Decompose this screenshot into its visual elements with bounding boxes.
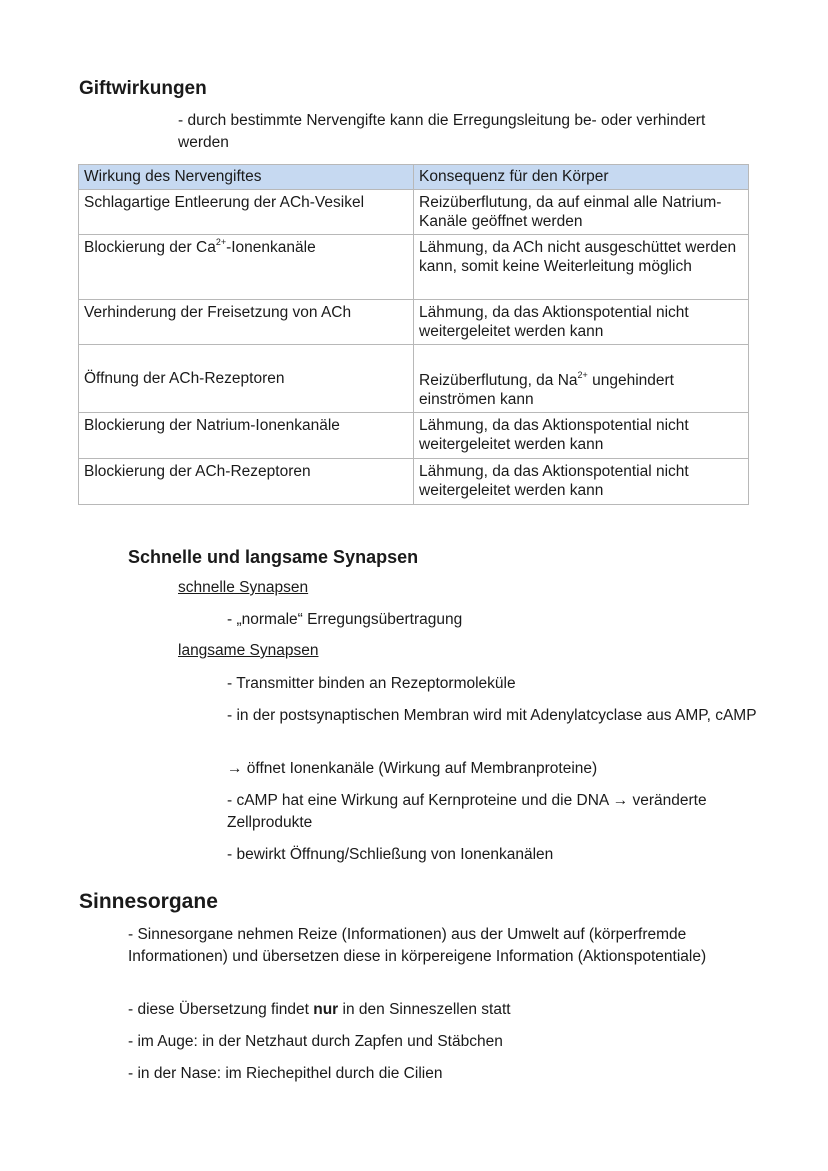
list-item: → öffnet Ionenkanäle (Wirkung auf Membranproteine) [227,760,598,777]
superscript: 2+ [577,369,588,380]
table-row [79,190,749,235]
list-item [128,999,748,1021]
list-item-text: - diese Übersetzung findet [128,1001,314,1018]
subheading-fast-synapses: schnelle Synapsen [178,579,309,596]
effect-cell: Verhinderung der Freisetzung von ACh [79,300,414,345]
section-heading-giftwirkungen: Giftwirkungen [79,78,207,99]
list-item: - in der Nase: im Riechepithel durch die Cilien [128,1065,443,1082]
consequence-cell: Reizüberflutung, da auf einmal alle Natrium-Kanäle geöffnet werden [414,190,749,235]
effect-cell: Blockierung der Natrium-Ionenkanäle [79,413,414,459]
list-item: - „normale“ Erregungsübertragung [227,611,463,628]
effect-cell [79,235,414,300]
effect-cell: Schlagartige Entleerung der ACh-Vesikel [79,190,414,235]
list-item-text: in den Sinneszellen statt [338,1001,511,1018]
nerve-poison-table [78,164,749,505]
emphasis-nur: nur [313,1001,339,1018]
table-row [79,413,749,459]
section-heading-synapsen: Schnelle und langsame Synapsen [128,547,419,567]
table-row [79,235,749,300]
effect-text: Öffnung der ACh-Rezeptoren [84,370,285,387]
consequence-cell: Lähmung, da das Aktionspotential nicht weitergeleitet werden kann [414,413,749,459]
list-item: - Sinnesorgane nehmen Reize (Informationen) aus der Umwelt auf (körperfremde Informationen) und übersetzen diese in körpereigene Information (Aktionspotentiale) [128,926,707,965]
table-row [79,459,749,505]
superscript: 2+ [215,236,227,247]
table-header-row [79,165,749,190]
effect-text: -Ionenkanäle [226,239,316,256]
table-row [79,300,749,345]
list-item: - in der postsynaptischen Membran wird mit Adenylatcyclase aus AMP, cAMP [227,707,757,724]
consequence-cell [414,345,749,413]
consequence-cell: Lähmung, da ACh nicht ausgeschüttet werden kann, somit keine Weiterleitung möglich [414,235,749,300]
list-item: - bewirkt Öffnung/Schließung von Ionenkanälen [227,846,554,863]
consequence-cell: Lähmung, da das Aktionspotential nicht weitergeleitet werden kann [414,300,749,345]
list-item: - cAMP hat eine Wirkung auf Kernproteine und die DNA → veränderte Zellprodukte [227,792,707,831]
effect-cell [79,345,414,413]
table-header-cell: Wirkung des Nervengiftes [79,165,414,190]
intro-text: - durch bestimmte Nervengifte kann die Erregungsleitung be- oder verhindert werden [178,112,706,151]
subheading-slow-synapses: langsame Synapsen [178,642,319,659]
table-row [79,345,749,413]
section-heading-sinnesorgane: Sinnesorgane [79,890,218,913]
list-item: - im Auge: in der Netzhaut durch Zapfen und Stäbchen [128,1033,503,1050]
consequence-text: ungehindert einströmen kann [419,372,674,408]
list-item: - Transmitter binden an Rezeptormoleküle [227,675,516,692]
table-header-cell: Konsequenz für den Körper [414,165,749,190]
consequence-cell: Lähmung, da das Aktionspotential nicht weitergeleitet werden kann [414,459,749,505]
effect-text: Blockierung der Ca [84,239,216,256]
consequence-text: Reizüberflutung, da Na [419,372,578,389]
effect-cell: Blockierung der ACh-Rezeptoren [79,459,414,505]
